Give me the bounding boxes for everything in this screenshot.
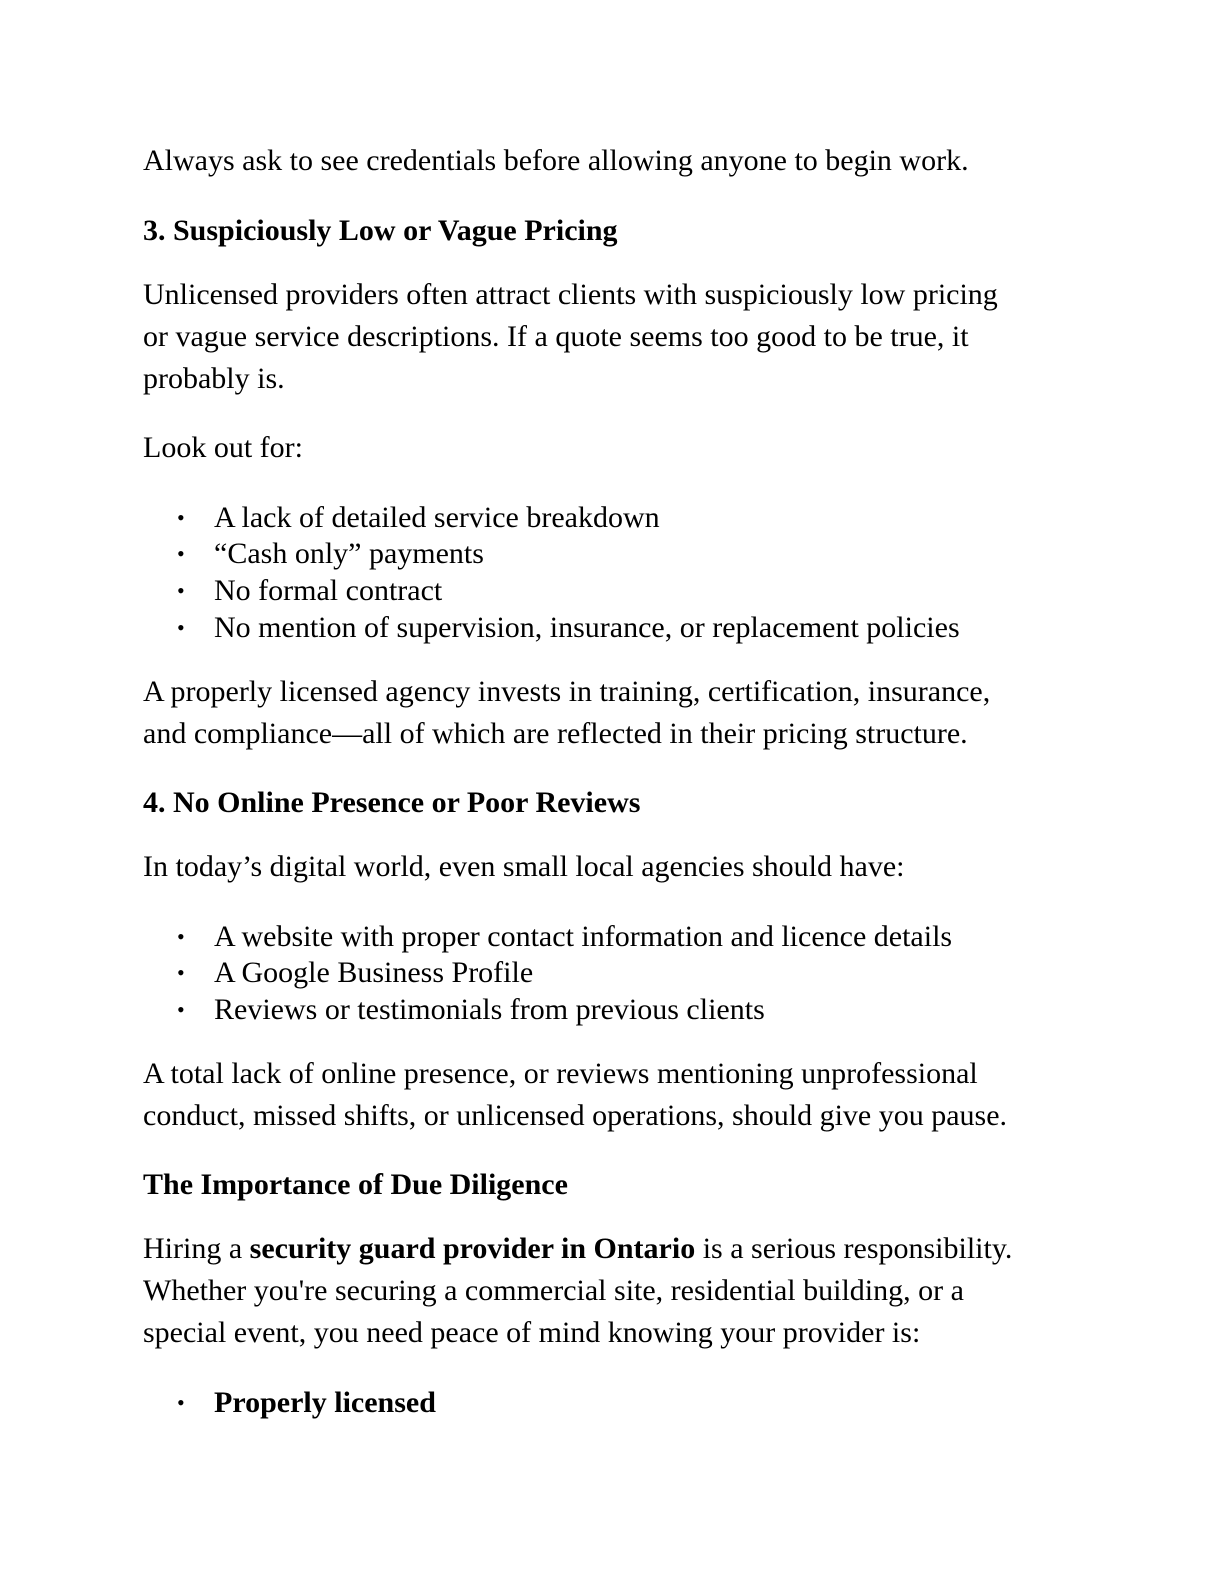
list-item: Reviews or testimonials from previous clients — [214, 993, 765, 1026]
section-4-heading: 4. No Online Presence or Poor Reviews — [143, 786, 641, 819]
due-diligence-line-1 — [143, 1231, 1012, 1267]
bullet-icon: • — [177, 541, 185, 566]
section-3-paragraph-line-3: probably is. — [143, 362, 285, 395]
bullet-icon: • — [177, 615, 185, 640]
list-item: “Cash only” payments — [214, 537, 484, 570]
due-diligence-line-2: Whether you're securing a commercial site, residential building, or a — [143, 1274, 964, 1307]
section-3-heading: 3. Suspiciously Low or Vague Pricing — [143, 214, 618, 247]
due-diligence-line-3: special event, you need peace of mind knowing your provider is: — [143, 1316, 921, 1349]
bullet-icon: • — [177, 997, 185, 1022]
bullet-icon: • — [177, 924, 185, 949]
intro-line: Always ask to see credentials before allowing anyone to begin work. — [143, 144, 969, 177]
bullet-icon: • — [177, 578, 185, 603]
list-item: A lack of detailed service breakdown — [214, 501, 660, 534]
look-out-label: Look out for: — [143, 431, 303, 464]
section-4-intro: In today’s digital world, even small local agencies should have: — [143, 850, 905, 883]
section-3-closing-line-1: A properly licensed agency invests in training, certification, insurance, — [143, 675, 991, 708]
list-item: A Google Business Profile — [214, 956, 534, 989]
section-3-paragraph-line-2: or vague service descriptions. If a quote seems too good to be true, it — [143, 320, 969, 353]
bullet-icon: • — [177, 1390, 185, 1415]
text-run: is a serious responsibility. — [695, 1232, 1013, 1265]
list-item: No mention of supervision, insurance, or replacement policies — [214, 611, 960, 644]
section-3-paragraph-line-1: Unlicensed providers often attract clients with suspiciously low pricing — [143, 278, 998, 311]
section-4-closing-line-2: conduct, missed shifts, or unlicensed operations, should give you pause. — [143, 1099, 1008, 1132]
due-diligence-heading: The Importance of Due Diligence — [143, 1168, 568, 1201]
list-item: Properly licensed — [214, 1386, 436, 1419]
section-3-closing-line-2: and compliance—all of which are reflected in their pricing structure. — [143, 717, 968, 750]
bold-phrase: security guard provider in Ontario — [249, 1232, 696, 1265]
bullet-icon: • — [177, 960, 185, 985]
section-4-closing-line-1: A total lack of online presence, or reviews mentioning unprofessional — [143, 1057, 978, 1090]
bullet-icon: • — [177, 505, 185, 530]
list-item: A website with proper contact information and licence details — [214, 920, 953, 953]
list-item: No formal contract — [214, 574, 443, 607]
text-run: Hiring a — [143, 1232, 250, 1265]
